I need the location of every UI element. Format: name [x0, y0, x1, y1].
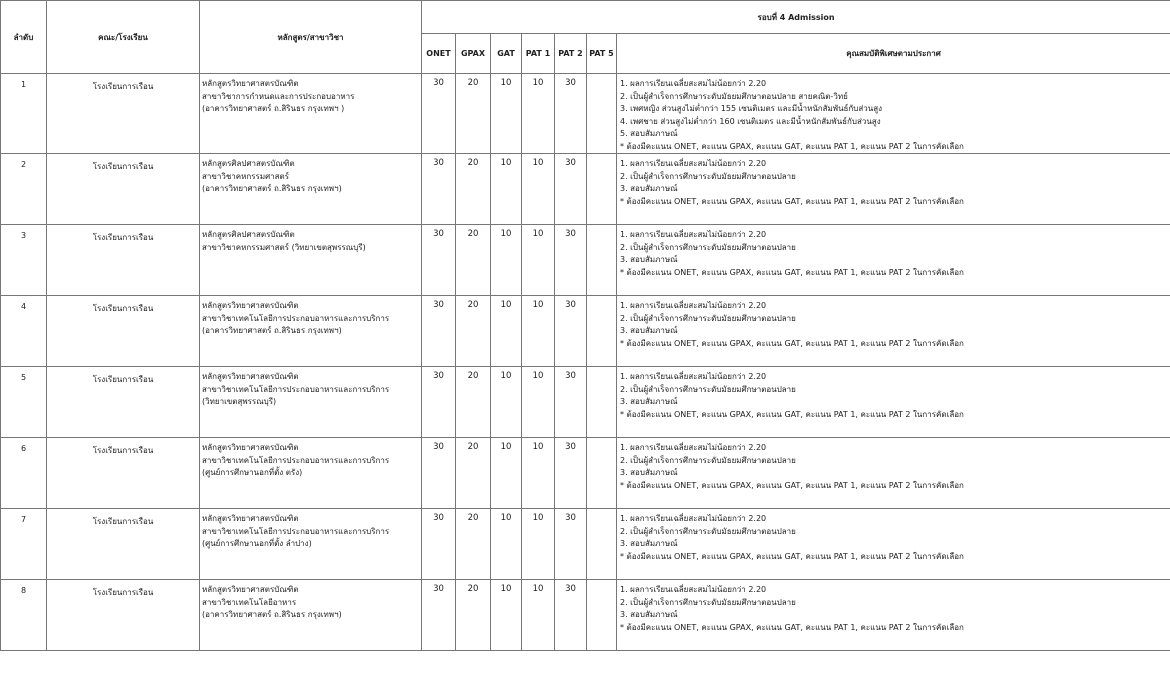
header-pat1: PAT 1 [522, 34, 555, 74]
cell-onet: 30 [422, 367, 456, 438]
cell-qualifications [617, 154, 1170, 225]
cell-gpax: 20 [456, 225, 491, 296]
header-program: หลักสูตร/สาขาวิชา [200, 1, 422, 74]
cell-pat5 [587, 438, 617, 509]
cell-pat2: 30 [555, 74, 587, 154]
program-major: สาขาวิชาเทคโนโลยีการประกอบอาหารและการบริการ [202, 455, 390, 465]
qualification-line: 3. สอบสัมภาษณ์ [620, 539, 678, 548]
cell-faculty: โรงเรียนการเรือน [47, 580, 200, 651]
cell-pat1: 10 [522, 580, 555, 651]
cell-gpax: 20 [456, 580, 491, 651]
table-header [1, 1, 1170, 74]
cell-no: 1 [1, 74, 47, 154]
cell-program [200, 580, 422, 651]
qualification-note: * ต้องมีคะแนน ONET, คะแนน GPAX, คะแนน GAT, คะแนน PAT 1, คะแนน PAT 2 ในการคัดเลือก [620, 196, 964, 206]
cell-qualifications [617, 296, 1170, 367]
cell-pat2: 30 [555, 225, 587, 296]
cell-pat2: 30 [555, 509, 587, 580]
qualification-line: 5. สอบสัมภาษณ์ [620, 129, 678, 138]
program-campus: (อาคารวิทยาศาสตร์ ถ.สิรินธร กรุงเทพฯ) [202, 326, 342, 335]
qualification-line: 2. เป็นผู้สำเร็จการศึกษาระดับมัธยมศึกษาตอนปลาย [620, 384, 796, 394]
qualification-line: 3. สอบสัมภาษณ์ [620, 610, 678, 619]
cell-program [200, 154, 422, 225]
header-gpax: GPAX [456, 34, 491, 74]
cell-program [200, 225, 422, 296]
table-body [1, 74, 1170, 651]
cell-gat: 10 [491, 438, 522, 509]
qualification-line: 3. สอบสัมภาษณ์ [620, 184, 678, 193]
program-major: สาขาวิชาคหกรรมศาสตร์ [202, 171, 290, 181]
cell-pat2: 30 [555, 296, 587, 367]
cell-pat5 [587, 509, 617, 580]
cell-gat: 10 [491, 296, 522, 367]
cell-onet: 30 [422, 296, 456, 367]
qualification-line: 1. ผลการเรียนเฉลี่ยสะสมไม่น้อยกว่า 2.20 [620, 443, 767, 452]
cell-pat1: 10 [522, 438, 555, 509]
cell-gpax: 20 [456, 296, 491, 367]
program-degree: หลักสูตรวิทยาศาสตรบัณฑิต [202, 514, 299, 523]
cell-pat1: 10 [522, 154, 555, 225]
qualification-line: 2. เป็นผู้สำเร็จการศึกษาระดับมัธยมศึกษาตอนปลาย [620, 313, 796, 323]
cell-no: 5 [1, 367, 47, 438]
qualification-line: 3. สอบสัมภาษณ์ [620, 326, 678, 335]
program-degree: หลักสูตรวิทยาศาสตรบัณฑิต [202, 443, 299, 452]
qualification-line: 2. เป็นผู้สำเร็จการศึกษาระดับมัธยมศึกษาตอนปลาย [620, 171, 796, 181]
cell-program [200, 438, 422, 509]
cell-program [200, 74, 422, 154]
header-onet: ONET [422, 34, 456, 74]
program-campus: (อาคารวิทยาศาสตร์ ถ.สิรินธร กรุงเทพฯ) [202, 184, 342, 193]
program-campus: (ศูนย์การศึกษานอกที่ตั้ง ลำปาง) [202, 539, 312, 548]
cell-pat1: 10 [522, 367, 555, 438]
cell-gpax: 20 [456, 438, 491, 509]
qualification-line: 1. ผลการเรียนเฉลี่ยสะสมไม่น้อยกว่า 2.20 [620, 585, 767, 594]
program-campus: (อาคารวิทยาศาสตร์ ถ.สิรินธร กรุงเทพฯ) [202, 610, 342, 619]
cell-gat: 10 [491, 580, 522, 651]
program-degree: หลักสูตรวิทยาศาสตรบัณฑิต [202, 585, 299, 594]
cell-pat5 [587, 74, 617, 154]
cell-gpax: 20 [456, 367, 491, 438]
cell-gat: 10 [491, 509, 522, 580]
header-round: รอบที่ 4 Admission [422, 1, 1170, 34]
program-campus: (วิทยาเขตสุพรรณบุรี) [202, 397, 277, 406]
cell-onet: 30 [422, 580, 456, 651]
cell-pat5 [587, 225, 617, 296]
header-no: ลำดับ [1, 1, 47, 74]
cell-faculty: โรงเรียนการเรือน [47, 225, 200, 296]
cell-gat: 10 [491, 74, 522, 154]
qualification-line: 2. เป็นผู้สำเร็จการศึกษาระดับมัธยมศึกษาตอนปลาย [620, 455, 796, 465]
cell-faculty: โรงเรียนการเรือน [47, 154, 200, 225]
cell-gat: 10 [491, 154, 522, 225]
cell-pat2: 30 [555, 580, 587, 651]
cell-onet: 30 [422, 438, 456, 509]
cell-faculty: โรงเรียนการเรือน [47, 509, 200, 580]
cell-program [200, 509, 422, 580]
qualification-line: 3. เพศหญิง ส่วนสูงไม่ต่ำกว่า 155 เซนติเมตร และมีน้ำหนักสัมพันธ์กับส่วนสูง [620, 104, 882, 113]
cell-qualifications [617, 74, 1170, 154]
qualification-note: * ต้องมีคะแนน ONET, คะแนน GPAX, คะแนน GAT, คะแนน PAT 1, คะแนน PAT 2 ในการคัดเลือก [620, 409, 964, 419]
qualification-line: 1. ผลการเรียนเฉลี่ยสะสมไม่น้อยกว่า 2.20 [620, 372, 767, 381]
cell-gpax: 20 [456, 74, 491, 154]
qualification-note: * ต้องมีคะแนน ONET, คะแนน GPAX, คะแนน GAT, คะแนน PAT 1, คะแนน PAT 2 ในการคัดเลือก [620, 480, 964, 490]
cell-gpax: 20 [456, 509, 491, 580]
qualification-line: 3. สอบสัมภาษณ์ [620, 397, 678, 406]
program-degree: หลักสูตรวิทยาศาสตรบัณฑิต [202, 372, 299, 381]
cell-gat: 10 [491, 367, 522, 438]
cell-no: 3 [1, 225, 47, 296]
cell-onet: 30 [422, 74, 456, 154]
cell-no: 6 [1, 438, 47, 509]
program-degree: หลักสูตรศิลปศาสตรบัณฑิต [202, 159, 295, 168]
header-gat: GAT [491, 34, 522, 74]
cell-onet: 30 [422, 225, 456, 296]
cell-qualifications [617, 225, 1170, 296]
qualification-note: * ต้องมีคะแนน ONET, คะแนน GPAX, คะแนน GAT, คะแนน PAT 1, คะแนน PAT 2 ในการคัดเลือก [620, 141, 964, 151]
qualification-note: * ต้องมีคะแนน ONET, คะแนน GPAX, คะแนน GAT, คะแนน PAT 1, คะแนน PAT 2 ในการคัดเลือก [620, 338, 964, 348]
header-qualifications: คุณสมบัติพิเศษตามประกาศ [617, 34, 1170, 74]
header-pat5: PAT 5 [587, 34, 617, 74]
table-row [1, 580, 1170, 651]
qualification-note: * ต้องมีคะแนน ONET, คะแนน GPAX, คะแนน GAT, คะแนน PAT 1, คะแนน PAT 2 ในการคัดเลือก [620, 267, 964, 277]
table-row [1, 296, 1170, 367]
table-row [1, 74, 1170, 154]
cell-pat5 [587, 154, 617, 225]
program-campus: (ศูนย์การศึกษานอกที่ตั้ง ตรัง) [202, 468, 303, 477]
qualification-line: 2. เป็นผู้สำเร็จการศึกษาระดับมัธยมศึกษาตอนปลาย [620, 242, 796, 252]
cell-gpax: 20 [456, 154, 491, 225]
header-pat2: PAT 2 [555, 34, 587, 74]
qualification-line: 1. ผลการเรียนเฉลี่ยสะสมไม่น้อยกว่า 2.20 [620, 230, 767, 239]
qualification-note: * ต้องมีคะแนน ONET, คะแนน GPAX, คะแนน GAT, คะแนน PAT 1, คะแนน PAT 2 ในการคัดเลือก [620, 551, 964, 561]
cell-pat2: 30 [555, 438, 587, 509]
cell-no: 4 [1, 296, 47, 367]
table-row [1, 509, 1170, 580]
cell-faculty: โรงเรียนการเรือน [47, 296, 200, 367]
table-row [1, 225, 1170, 296]
cell-no: 7 [1, 509, 47, 580]
cell-onet: 30 [422, 154, 456, 225]
header-faculty: คณะ/โรงเรียน [47, 1, 200, 74]
cell-qualifications [617, 509, 1170, 580]
program-major: สาขาวิชาเทคโนโลยีการประกอบอาหารและการบริการ [202, 384, 390, 394]
cell-pat5 [587, 296, 617, 367]
cell-no: 2 [1, 154, 47, 225]
qualification-line: 2. เป็นผู้สำเร็จการศึกษาระดับมัธยมศึกษาตอนปลาย [620, 526, 796, 536]
qualification-note: * ต้องมีคะแนน ONET, คะแนน GPAX, คะแนน GAT, คะแนน PAT 1, คะแนน PAT 2 ในการคัดเลือก [620, 622, 964, 632]
program-major: สาขาวิชาคหกรรมศาสตร์ (วิทยาเขตสุพรรณบุรี) [202, 242, 366, 252]
cell-no: 8 [1, 580, 47, 651]
cell-pat5 [587, 367, 617, 438]
program-major: สาขาวิชาการกำหนดและการประกอบอาหาร [202, 91, 355, 101]
cell-onet: 30 [422, 509, 456, 580]
cell-program [200, 296, 422, 367]
qualification-line: 1. ผลการเรียนเฉลี่ยสะสมไม่น้อยกว่า 2.20 [620, 79, 767, 88]
cell-program [200, 367, 422, 438]
qualification-line: 2. เป็นผู้สำเร็จการศึกษาระดับมัธยมศึกษาตอนปลาย สายคณิต-วิทย์ [620, 91, 848, 101]
cell-faculty: โรงเรียนการเรือน [47, 74, 200, 154]
cell-qualifications [617, 367, 1170, 438]
table-row [1, 367, 1170, 438]
cell-pat1: 10 [522, 296, 555, 367]
program-major: สาขาวิชาเทคโนโลยีการประกอบอาหารและการบริการ [202, 313, 390, 323]
qualification-line: 3. สอบสัมภาษณ์ [620, 255, 678, 264]
cell-pat1: 10 [522, 509, 555, 580]
qualification-line: 1. ผลการเรียนเฉลี่ยสะสมไม่น้อยกว่า 2.20 [620, 301, 767, 310]
qualification-line: 4. เพศชาย ส่วนสูงไม่ต่ำกว่า 160 เซนติเมตร และมีน้ำหนักสัมพันธ์กับส่วนสูง [620, 116, 881, 126]
cell-pat2: 30 [555, 154, 587, 225]
program-degree: หลักสูตรวิทยาศาสตรบัณฑิต [202, 79, 299, 88]
program-degree: หลักสูตรวิทยาศาสตรบัณฑิต [202, 301, 299, 310]
cell-pat1: 10 [522, 225, 555, 296]
cell-pat2: 30 [555, 367, 587, 438]
program-degree: หลักสูตรศิลปศาสตรบัณฑิต [202, 230, 295, 239]
table-row [1, 154, 1170, 225]
cell-faculty: โรงเรียนการเรือน [47, 367, 200, 438]
table-row [1, 438, 1170, 509]
cell-gat: 10 [491, 225, 522, 296]
cell-pat1: 10 [522, 74, 555, 154]
qualification-line: 3. สอบสัมภาษณ์ [620, 468, 678, 477]
program-major: สาขาวิชาเทคโนโลยีอาหาร [202, 597, 297, 607]
qualification-line: 2. เป็นผู้สำเร็จการศึกษาระดับมัธยมศึกษาตอนปลาย [620, 597, 796, 607]
program-campus: (อาคารวิทยาศาสตร์ ถ.สิรินธร กรุงเทพฯ ) [202, 104, 345, 113]
cell-qualifications [617, 438, 1170, 509]
cell-qualifications [617, 580, 1170, 651]
cell-pat5 [587, 580, 617, 651]
program-major: สาขาวิชาเทคโนโลยีการประกอบอาหารและการบริการ [202, 526, 390, 536]
qualification-line: 1. ผลการเรียนเฉลี่ยสะสมไม่น้อยกว่า 2.20 [620, 514, 767, 523]
qualification-line: 1. ผลการเรียนเฉลี่ยสะสมไม่น้อยกว่า 2.20 [620, 159, 767, 168]
cell-faculty: โรงเรียนการเรือน [47, 438, 200, 509]
